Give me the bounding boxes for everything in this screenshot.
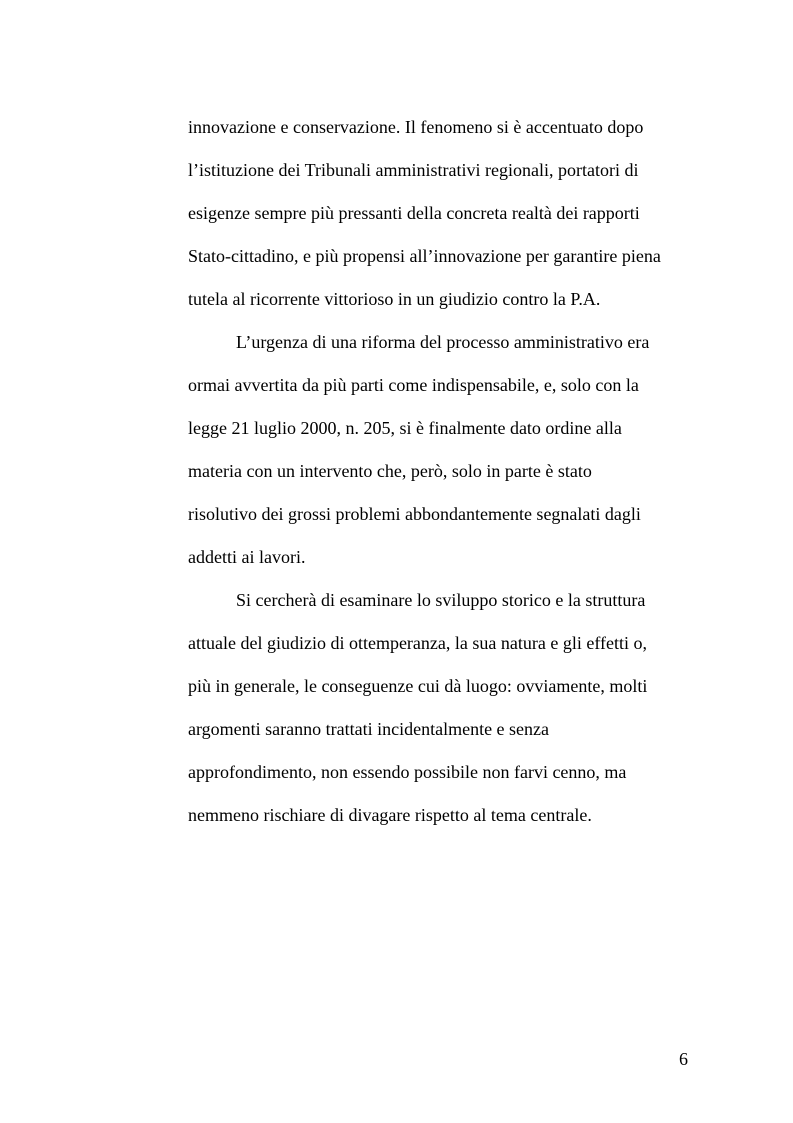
text-line: esigenze sempre più pressanti della concreta realtà dei rapporti <box>188 203 640 223</box>
text-line: l’istituzione dei Tribunali amministrativi regionali, portatori di <box>188 160 639 180</box>
text-line: approfondimento, non essendo possibile non farvi cenno, ma <box>188 762 627 782</box>
page-number: 6 <box>679 1049 688 1069</box>
text-line: Si cercherà di esaminare lo sviluppo storico e la struttura <box>236 590 646 610</box>
text-line: argomenti saranno trattati incidentalmente e senza <box>188 719 550 739</box>
text-line: nemmeno rischiare di divagare rispetto al tema centrale. <box>188 805 592 825</box>
text-line: Stato-cittadino, e più propensi all’innovazione per garantire piena <box>188 246 661 266</box>
paragraph <box>188 584 688 842</box>
text-line: materia con un intervento che, però, solo in parte è stato <box>188 461 592 481</box>
text-line: ormai avvertita da più parti come indispensabile, e, solo con la <box>188 375 639 395</box>
paragraph <box>188 111 688 326</box>
text-line: più in generale, le conseguenze cui dà luogo: ovviamente, molti <box>188 676 648 696</box>
text-line: L’urgenza di una riforma del processo amministrativo era <box>236 332 650 352</box>
text-line: attuale del giudizio di ottemperanza, la sua natura e gli effetti o, <box>188 633 647 653</box>
text-line: innovazione e conservazione. Il fenomeno si è accentuato dopo <box>188 117 644 137</box>
body-text <box>188 111 688 842</box>
text-line: legge 21 luglio 2000, n. 205, si è finalmente dato ordine alla <box>188 418 622 438</box>
text-line: tutela al ricorrente vittorioso in un giudizio contro la P.A. <box>188 289 601 309</box>
paragraph <box>188 326 688 584</box>
text-line: risolutivo dei grossi problemi abbondantemente segnalati dagli <box>188 504 641 524</box>
text-line: addetti ai lavori. <box>188 547 306 567</box>
